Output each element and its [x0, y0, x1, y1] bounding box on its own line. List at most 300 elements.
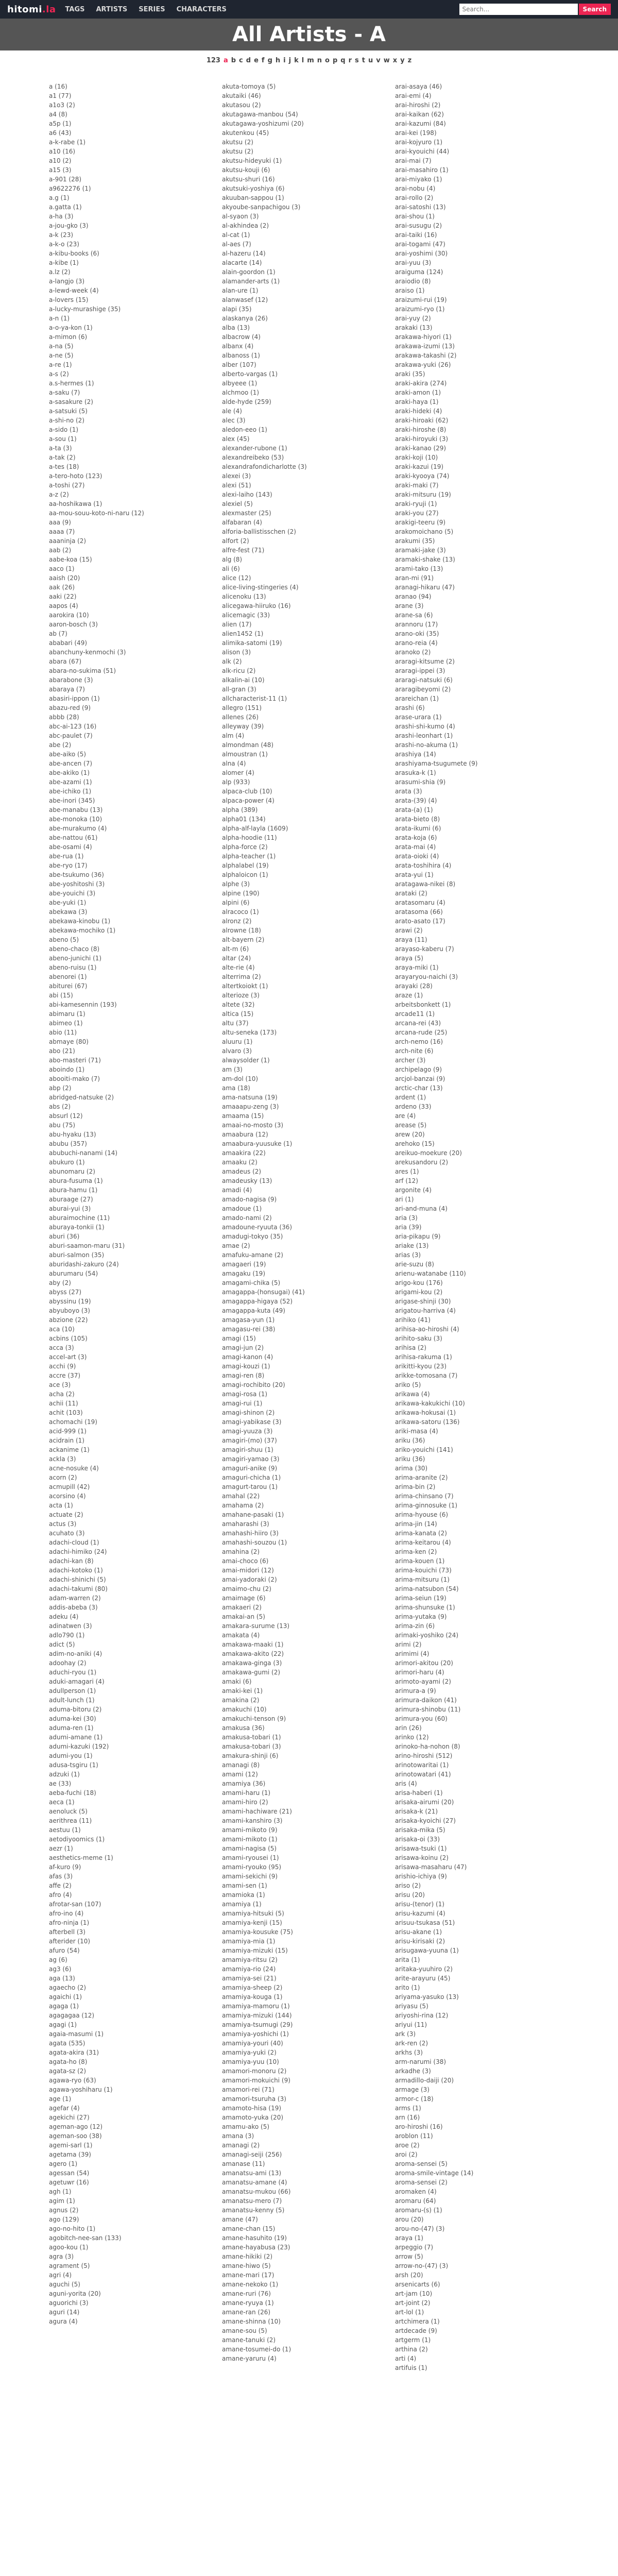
artist-link[interactable]: artifuis (1): [395, 2364, 427, 2371]
artist-link[interactable]: acta (1): [49, 1502, 73, 1509]
alpha-letter-a[interactable]: a: [223, 57, 228, 64]
artist-link[interactable]: aroma-smile-vintage (14): [395, 2170, 474, 2177]
artist-link[interactable]: aranao (94): [395, 593, 432, 600]
artist-link[interactable]: aaaa (7): [49, 528, 75, 535]
artist-link[interactable]: amamiya-ritsu (2): [222, 1956, 278, 1963]
artist-link[interactable]: araya (1): [395, 2234, 423, 2242]
artist-link[interactable]: amane (47): [222, 2216, 258, 2223]
artist-link[interactable]: a-ne (5): [49, 352, 74, 359]
artist-link[interactable]: arisaka-k (21): [395, 1808, 438, 1815]
artist-link[interactable]: alpha01 (134): [222, 816, 266, 823]
site-logo[interactable]: hitomi.la: [7, 4, 56, 15]
artist-link[interactable]: aburi-saamon-maru (31): [49, 1242, 125, 1249]
artist-link[interactable]: alien1452 (1): [222, 630, 264, 637]
artist-link[interactable]: aratagawa-nikei (8): [395, 880, 456, 888]
artist-link[interactable]: arannoru (17): [395, 621, 438, 628]
artist-link[interactable]: arti (4): [395, 2355, 417, 2362]
alpha-letter-n[interactable]: n: [317, 57, 322, 64]
artist-link[interactable]: afro-ino (4): [49, 1910, 84, 1917]
artist-link[interactable]: adachi-shinichi (5): [49, 1576, 106, 1583]
artist-link[interactable]: arm-narumi (38): [395, 2058, 447, 2065]
artist-link[interactable]: amami (12): [222, 1771, 258, 1778]
artist-link[interactable]: ae (33): [49, 1780, 72, 1787]
artist-link[interactable]: arimimi (4): [395, 1650, 430, 1657]
artist-link[interactable]: amana (3): [222, 2132, 254, 2140]
artist-link[interactable]: amanase (11): [222, 2160, 265, 2167]
artist-link[interactable]: ariake (13): [395, 1242, 429, 1249]
artist-link[interactable]: a10 (16): [49, 148, 76, 155]
artist-link[interactable]: amane-chan (15): [222, 2225, 276, 2232]
artist-link[interactable]: abe-ichiko (1): [49, 788, 92, 795]
artist-link[interactable]: amagi-rosa (1): [222, 1391, 268, 1398]
artist-link[interactable]: akyoube-sanpachigou (3): [222, 204, 301, 211]
artist-link[interactable]: arisaka-kyoichi (27): [395, 1817, 456, 1824]
artist-link[interactable]: arisu-kazumi (4): [395, 1910, 445, 1917]
artist-link[interactable]: arima-bin (2): [395, 1483, 436, 1490]
artist-link[interactable]: arite-arayuru (45): [395, 1975, 451, 1982]
artist-link[interactable]: abc-paulet (7): [49, 732, 93, 739]
artist-link[interactable]: akutasou (2): [222, 101, 261, 109]
artist-link[interactable]: abunomaru (2): [49, 1168, 95, 1175]
artist-link[interactable]: abooiti-mako (7): [49, 1075, 100, 1082]
artist-link[interactable]: aroblon (11): [395, 2132, 433, 2140]
artist-link[interactable]: abs (2): [49, 1103, 71, 1110]
artist-link[interactable]: amamiya-mizuki (15): [222, 1947, 288, 1954]
artist-link[interactable]: arehoko (15): [395, 1140, 435, 1147]
artist-link[interactable]: ag (6): [49, 1956, 67, 1963]
artist-link[interactable]: acne-nosuke (4): [49, 1465, 99, 1472]
artist-link[interactable]: amane-hayabusa (23): [222, 2244, 290, 2251]
artist-link[interactable]: alfort (2): [222, 537, 249, 545]
artist-link[interactable]: albyeee (1): [222, 380, 258, 387]
artist-link[interactable]: aburaimochine (11): [49, 1214, 110, 1222]
artist-link[interactable]: abara (67): [49, 658, 82, 665]
alpha-letter-t[interactable]: t: [362, 57, 365, 64]
artist-link[interactable]: ale (4): [222, 408, 242, 415]
artist-link[interactable]: arata-yui (1): [395, 871, 434, 878]
alpha-letter-g[interactable]: g: [267, 57, 272, 64]
artist-link[interactable]: arima-keitarou (4): [395, 1539, 451, 1546]
artist-link[interactable]: achit (103): [49, 1409, 83, 1416]
artist-link[interactable]: alphaloicon (1): [222, 871, 268, 878]
artist-link[interactable]: amai-midori (12): [222, 1567, 274, 1574]
artist-link[interactable]: acca (3): [49, 1344, 74, 1351]
artist-link[interactable]: a.g (1): [49, 194, 70, 201]
artist-link[interactable]: abekawa (3): [49, 908, 88, 916]
artist-link[interactable]: agemi-sarl (1): [49, 2142, 93, 2149]
artist-link[interactable]: acbins (105): [49, 1335, 88, 1342]
artist-link[interactable]: a-sido (1): [49, 426, 79, 433]
artist-link[interactable]: amane-shinna (10): [222, 2318, 281, 2325]
artist-link[interactable]: aduma-bitoru (2): [49, 1706, 102, 1713]
artist-link[interactable]: ababari (49): [49, 639, 88, 647]
artist-link[interactable]: amane-hiwo (5): [222, 2262, 271, 2269]
artist-link[interactable]: amakura-shinji (6): [222, 1752, 279, 1759]
artist-link[interactable]: agekichi (27): [49, 2114, 90, 2121]
artist-link[interactable]: abe-inori (345): [49, 797, 95, 804]
artist-link[interactable]: arisaka-mika (5): [395, 1826, 445, 1834]
artist-link[interactable]: absurl (12): [49, 1112, 83, 1120]
artist-link[interactable]: amane-nekoko (1): [222, 2281, 279, 2288]
artist-link[interactable]: archipelago (9): [395, 1066, 442, 1073]
alpha-letter-i[interactable]: i: [283, 57, 286, 64]
artist-link[interactable]: abekawa-kinobu (1): [49, 918, 111, 925]
artist-link[interactable]: arashi (6): [395, 704, 425, 711]
artist-link[interactable]: afuro (54): [49, 1947, 80, 1954]
artist-link[interactable]: arase-urara (1): [395, 714, 442, 721]
artist-link[interactable]: a-lewd-week (4): [49, 287, 99, 294]
artist-link[interactable]: altica (15): [222, 1010, 254, 1018]
artist-link[interactable]: afro-ninja (1): [49, 1919, 90, 1926]
artist-link[interactable]: adumi-amane (1): [49, 1734, 103, 1741]
artist-link[interactable]: alracoco (1): [222, 908, 259, 916]
alpha-letter-f[interactable]: f: [261, 57, 265, 64]
artist-link[interactable]: arima-shunsuke (1): [395, 1604, 455, 1611]
artist-link[interactable]: abanchuny-kenmochi (3): [49, 649, 126, 656]
artist-link[interactable]: arai-kyouichi (44): [395, 148, 450, 155]
artist-link[interactable]: akutsu (2): [222, 139, 253, 146]
artist-link[interactable]: ark (3): [395, 2030, 416, 2038]
artist-link[interactable]: alba (13): [222, 324, 250, 331]
artist-link[interactable]: alt-bayern (2): [222, 936, 265, 943]
artist-link[interactable]: amahane-pasaki (1): [222, 1511, 284, 1518]
artist-link[interactable]: amane-sou (5): [222, 2327, 267, 2334]
artist-link[interactable]: adumi-you (1): [49, 1752, 93, 1759]
artist-link[interactable]: agefar (4): [49, 2105, 80, 2112]
artist-link[interactable]: amami-sekichi (9): [222, 1873, 278, 1880]
artist-link[interactable]: amami-sen (1): [222, 1882, 267, 1889]
artist-link[interactable]: addis-abeba (3): [49, 1604, 98, 1611]
artist-link[interactable]: aa-hoshikawa (1): [49, 500, 102, 507]
artist-link[interactable]: aro-hiroshi (16): [395, 2123, 443, 2130]
artist-link[interactable]: amanagi (8): [222, 1761, 260, 1769]
artist-link[interactable]: araiso (1): [395, 287, 425, 294]
artist-link[interactable]: arkhs (3): [395, 2049, 423, 2056]
artist-link[interactable]: amakata (4): [222, 1632, 260, 1639]
artist-link[interactable]: arai-togami (47): [395, 241, 445, 248]
alpha-letter-v[interactable]: v: [376, 57, 381, 64]
artist-link[interactable]: abi (15): [49, 992, 73, 999]
artist-link[interactable]: amakaeri (2): [222, 1604, 262, 1611]
artist-link[interactable]: aaki (22): [49, 593, 77, 600]
artist-link[interactable]: amagasa-yun (1): [222, 1316, 275, 1324]
artist-link[interactable]: alm (4): [222, 732, 245, 739]
artist-link[interactable]: arata-(a) (1): [395, 806, 433, 814]
artist-link[interactable]: amamiya-yuu (10): [222, 2058, 279, 2065]
artist-link[interactable]: arashi-leonhart (1): [395, 732, 453, 739]
artist-link[interactable]: arai-susugu (2): [395, 222, 442, 229]
artist-link[interactable]: araki-mitsuru (19): [395, 491, 451, 498]
artist-link[interactable]: alexandrafondicharlotte (3): [222, 463, 307, 470]
artist-link[interactable]: al-hazeru (14): [222, 250, 266, 257]
artist-link[interactable]: archer (3): [395, 1057, 426, 1064]
artist-link[interactable]: amane-yaruru (4): [222, 2355, 277, 2362]
artist-link[interactable]: ariyui (11): [395, 2021, 427, 2028]
artist-link[interactable]: arihisa-rakuma (1): [395, 1353, 452, 1361]
artist-link[interactable]: abe-ancen (7): [49, 760, 93, 767]
artist-link[interactable]: abu (75): [49, 1122, 76, 1129]
artist-link[interactable]: arinotowatari (41): [395, 1771, 451, 1778]
artist-link[interactable]: arima-kanata (2): [395, 1530, 447, 1537]
artist-link[interactable]: argonite (4): [395, 1187, 432, 1194]
artist-link[interactable]: ariku (36): [395, 1437, 425, 1444]
artist-link[interactable]: a-ha (3): [49, 213, 74, 220]
artist-link[interactable]: arashi-no-akuma (1): [395, 741, 458, 749]
artist-link[interactable]: arai-kei (198): [395, 129, 437, 137]
artist-link[interactable]: agoo-kou (1): [49, 2244, 89, 2251]
artist-link[interactable]: almoustran (1): [222, 751, 268, 758]
artist-link[interactable]: arayaso-kaberu (7): [395, 945, 454, 953]
artist-link[interactable]: arin (26): [395, 1724, 422, 1732]
artist-link[interactable]: adeku (4): [49, 1613, 79, 1620]
artist-link[interactable]: alna (4): [222, 760, 246, 767]
artist-link[interactable]: abyssinu (19): [49, 1298, 91, 1305]
artist-link[interactable]: arasumi-shia (9): [395, 778, 446, 786]
artist-link[interactable]: albanx (4): [222, 343, 254, 350]
artist-link[interactable]: achii (11): [49, 1400, 78, 1407]
artist-link[interactable]: amaabura (12): [222, 1131, 268, 1138]
artist-link[interactable]: alison (3): [222, 649, 251, 656]
artist-link[interactable]: arai-kazumi (84): [395, 120, 446, 127]
artist-link[interactable]: acha (2): [49, 1391, 75, 1398]
artist-link[interactable]: acorn (2): [49, 1474, 77, 1481]
artist-link[interactable]: arai-masahiro (1): [395, 166, 449, 174]
artist-link[interactable]: amagami-chika (5): [222, 1279, 281, 1286]
artist-link[interactable]: aaaninja (2): [49, 537, 87, 545]
artist-link[interactable]: arima-aranite (2): [395, 1474, 448, 1481]
artist-link[interactable]: aburai-yui (3): [49, 1205, 91, 1212]
artist-link[interactable]: aledon-eeo (1): [222, 426, 267, 433]
artist-link[interactable]: arishio-ichiya (9): [395, 1873, 447, 1880]
artist-link[interactable]: alphalabel (19): [222, 862, 269, 869]
artist-link[interactable]: aromaru (64): [395, 2197, 436, 2205]
artist-link[interactable]: achomachi (19): [49, 1418, 97, 1426]
artist-link[interactable]: ama-natsuna (19): [222, 1094, 278, 1101]
artist-link[interactable]: ariyoshi-rina (12): [395, 2012, 449, 2019]
artist-link[interactable]: abeno-ruisu (1): [49, 964, 97, 971]
artist-link[interactable]: adachi-kotoko (1): [49, 1567, 103, 1574]
artist-link[interactable]: arai-taiki (16): [395, 231, 437, 239]
artist-link[interactable]: aritaka-yuuhiro (2): [395, 1965, 453, 1973]
artist-link[interactable]: abura-fusuma (1): [49, 1177, 103, 1184]
artist-link[interactable]: arimura-shinobu (11): [395, 1706, 461, 1713]
artist-link[interactable]: arano-oki (35): [395, 630, 439, 637]
artist-link[interactable]: abimeo (1): [49, 1020, 83, 1027]
artist-link[interactable]: amaakira (22): [222, 1149, 266, 1157]
artist-link[interactable]: aria (39): [395, 1224, 422, 1231]
artist-link[interactable]: arisu-(tenor) (1): [395, 1901, 444, 1908]
artist-link[interactable]: amagaeri (19): [222, 1261, 266, 1268]
artist-link[interactable]: arai-nobu (4): [395, 185, 436, 192]
artist-link[interactable]: arashiyama-tsugumete (9): [395, 760, 478, 767]
artist-link[interactable]: arima-kouichi (73): [395, 1567, 452, 1574]
artist-link[interactable]: araki-kazui (19): [395, 463, 444, 470]
artist-link[interactable]: amaki (6): [222, 1678, 252, 1685]
artist-link[interactable]: araki-haya (1): [395, 398, 439, 405]
artist-link[interactable]: araki-hiroshe (8): [395, 426, 447, 433]
artist-link[interactable]: alpaca-club (10): [222, 788, 272, 795]
alpha-letter-w[interactable]: w: [383, 57, 390, 64]
artist-link[interactable]: arthina (2): [395, 2346, 428, 2353]
artist-link[interactable]: alpini (6): [222, 899, 250, 906]
artist-link[interactable]: amafuku-amane (2): [222, 1251, 283, 1259]
artist-link[interactable]: arakawa-yuki (26): [395, 361, 451, 368]
artist-link[interactable]: arihito-saku (3): [395, 1335, 442, 1342]
artist-link[interactable]: arawi (2): [395, 927, 423, 934]
artist-link[interactable]: arimi (2): [395, 1641, 422, 1648]
artist-link[interactable]: a-satsuki (5): [49, 408, 88, 415]
artist-link[interactable]: abio (11): [49, 1029, 77, 1036]
artist-link[interactable]: arima (30): [395, 1465, 428, 1472]
artist-link[interactable]: afterider (10): [49, 1938, 91, 1945]
artist-link[interactable]: aromaken (4): [395, 2188, 437, 2195]
artist-link[interactable]: amagi-kouzi (1): [222, 1363, 270, 1370]
artist-link[interactable]: abbb (28): [49, 714, 79, 721]
artist-link[interactable]: alkalin-ai (10): [222, 676, 265, 684]
artist-link[interactable]: arima-kouen (1): [395, 1557, 445, 1565]
artist-link[interactable]: adachi-kan (8): [49, 1557, 94, 1565]
artist-link[interactable]: a-n (1): [49, 315, 70, 322]
artist-link[interactable]: arikawa-satoru (136): [395, 1418, 460, 1426]
alpha-letter-c[interactable]: c: [239, 57, 243, 64]
artist-link[interactable]: areikuo-moekure (20): [395, 1149, 462, 1157]
artist-link[interactable]: amaama (15): [222, 1112, 264, 1120]
artist-link[interactable]: arai-yoshimi (30): [395, 250, 448, 257]
artist-link[interactable]: age (1): [49, 2095, 72, 2103]
artist-link[interactable]: arano-reia (4): [395, 639, 438, 647]
artist-link[interactable]: amagi-shinon (2): [222, 1409, 275, 1416]
artist-link[interactable]: a.s-hermes (1): [49, 380, 94, 387]
artist-link[interactable]: am-dol (10): [222, 1075, 259, 1082]
artist-link[interactable]: abu-hyaku (13): [49, 1131, 96, 1138]
artist-link[interactable]: alexei (3): [222, 472, 251, 480]
artist-link[interactable]: allegro (151): [222, 704, 262, 711]
artist-link[interactable]: amane-ruri (76): [222, 2290, 271, 2297]
artist-link[interactable]: aluuru (1): [222, 1038, 253, 1045]
artist-link[interactable]: arikke-tomosana (7): [395, 1372, 458, 1379]
artist-link[interactable]: amami-kanshiro (3): [222, 1817, 283, 1824]
artist-link[interactable]: ariko-youichi (141): [395, 1446, 453, 1453]
artist-link[interactable]: arihisa-ao-hiroshi (4): [395, 1326, 459, 1333]
artist-link[interactable]: art-joint (2): [395, 2299, 431, 2307]
artist-link[interactable]: arata-koja (6): [395, 834, 437, 841]
artist-link[interactable]: amahina (2): [222, 1548, 260, 1555]
artist-link[interactable]: amane-tanuki (2): [222, 2336, 276, 2344]
artist-link[interactable]: alexi (51): [222, 482, 251, 489]
artist-link[interactable]: amagi-ren (8): [222, 1372, 265, 1379]
artist-link[interactable]: a-sou (1): [49, 435, 77, 443]
artist-link[interactable]: araki-hiroyuki (3): [395, 435, 449, 443]
artist-link[interactable]: ariko (5): [395, 1381, 421, 1388]
artist-link[interactable]: arasuka-k (1): [395, 769, 436, 776]
artist-link[interactable]: aramaki-jake (3): [395, 547, 446, 554]
artist-link[interactable]: abenorei (1): [49, 973, 87, 980]
artist-link[interactable]: aca (10): [49, 1326, 75, 1333]
artist-link[interactable]: aaron-bosch (3): [49, 621, 98, 628]
artist-link[interactable]: abubuchi-nanami (14): [49, 1149, 118, 1157]
artist-link[interactable]: accel-art (3): [49, 1353, 87, 1361]
artist-link[interactable]: amamiya-rio (24): [222, 1965, 276, 1973]
artist-link[interactable]: alpha-hoodie (11): [222, 834, 277, 841]
artist-link[interactable]: aguchi (5): [49, 2281, 80, 2288]
artist-link[interactable]: ardeno (33): [395, 1103, 432, 1110]
artist-link[interactable]: arata (3): [395, 788, 422, 795]
artist-link[interactable]: adusa-tsgiru (1): [49, 1761, 98, 1769]
artist-link[interactable]: abasiri-ippon (1): [49, 695, 100, 702]
artist-link[interactable]: abe-ryo (17): [49, 862, 88, 869]
artist-link[interactable]: adachi-cloud (1): [49, 1539, 99, 1546]
artist-link[interactable]: aroma-sensei (2): [395, 2179, 448, 2186]
artist-link[interactable]: abe-manabu (13): [49, 806, 103, 814]
artist-link[interactable]: arayaryou-naichi (3): [395, 973, 458, 980]
artist-link[interactable]: abarabone (3): [49, 676, 93, 684]
artist-link[interactable]: amaharashi (3): [222, 1520, 269, 1528]
artist-link[interactable]: agagi (1): [49, 2021, 77, 2028]
artist-link[interactable]: alpha-alf-layla (1609): [222, 825, 288, 832]
artist-link[interactable]: a-saku (7): [49, 389, 80, 396]
artist-link[interactable]: arima-natsubon (54): [395, 1585, 459, 1592]
artist-link[interactable]: aapos (4): [49, 602, 78, 609]
artist-link[interactable]: aesthetics-meme (1): [49, 1854, 113, 1861]
artist-link[interactable]: arakaki (13): [395, 324, 433, 331]
artist-link[interactable]: aestuu (1): [49, 1826, 81, 1834]
artist-link[interactable]: arita (1): [395, 1956, 420, 1963]
artist-link[interactable]: alde-hyde (259): [222, 398, 271, 405]
alpha-letter-e[interactable]: e: [254, 57, 259, 64]
artist-link[interactable]: art-jam (10): [395, 2290, 433, 2297]
artist-link[interactable]: arito (1): [395, 1984, 420, 1991]
artist-link[interactable]: araki-you (27): [395, 510, 439, 517]
artist-link[interactable]: amagasu-rei (38): [222, 1326, 276, 1333]
artist-link[interactable]: alpha-force (2): [222, 843, 268, 851]
artist-link[interactable]: arrow-no-(47) (3): [395, 2262, 449, 2269]
artist-link[interactable]: albacrow (4): [222, 333, 261, 341]
artist-link[interactable]: aduma-ren (1): [49, 1724, 94, 1732]
artist-link[interactable]: abzione (22): [49, 1316, 88, 1324]
artist-link[interactable]: amane-mari (17): [222, 2272, 274, 2279]
artist-link[interactable]: aduma-kei (30): [49, 1715, 96, 1722]
artist-link[interactable]: arakigi-teeru (9): [395, 519, 446, 526]
artist-link[interactable]: amamiya-sei (21): [222, 1975, 277, 1982]
artist-link[interactable]: alleyway (39): [222, 723, 264, 730]
artist-link[interactable]: agh (1): [49, 2188, 72, 2195]
alpha-letter-s[interactable]: s: [355, 57, 359, 64]
artist-link[interactable]: amakuchi-tenson (9): [222, 1715, 286, 1722]
artist-link[interactable]: amakusa-tobari (1): [222, 1734, 281, 1741]
artist-link[interactable]: almondman (48): [222, 741, 274, 749]
artist-link[interactable]: alvaro (3): [222, 1047, 252, 1055]
artist-link[interactable]: aby (2): [49, 1279, 71, 1286]
artist-link[interactable]: agata-akira (31): [49, 2049, 99, 2056]
artist-link[interactable]: adachi-himiko (24): [49, 1548, 107, 1555]
artist-link[interactable]: alterrima (2): [222, 973, 261, 980]
artist-link[interactable]: arie-suzu (8): [395, 1261, 434, 1268]
artist-link[interactable]: amadugi-tokyo (35): [222, 1233, 283, 1240]
artist-link[interactable]: arcjol-banzai (9): [395, 1075, 445, 1082]
artist-link[interactable]: abo (21): [49, 1047, 75, 1055]
artist-link[interactable]: armor-c (18): [395, 2095, 434, 2103]
artist-link[interactable]: acuhato (3): [49, 1530, 85, 1537]
artist-link[interactable]: amahal (22): [222, 1493, 260, 1500]
artist-link[interactable]: arikawa (4): [395, 1391, 430, 1398]
artist-link[interactable]: acid-999 (1): [49, 1428, 87, 1435]
artist-link[interactable]: amanagi (2): [222, 2142, 260, 2149]
artist-link[interactable]: arienu-watanabe (110): [395, 1270, 466, 1277]
artist-link[interactable]: al-cat (1): [222, 231, 250, 239]
artist-link[interactable]: arease (5): [395, 1122, 427, 1129]
artist-link[interactable]: amamiya (36): [222, 1780, 266, 1787]
artist-link[interactable]: alphe (3): [222, 880, 250, 888]
